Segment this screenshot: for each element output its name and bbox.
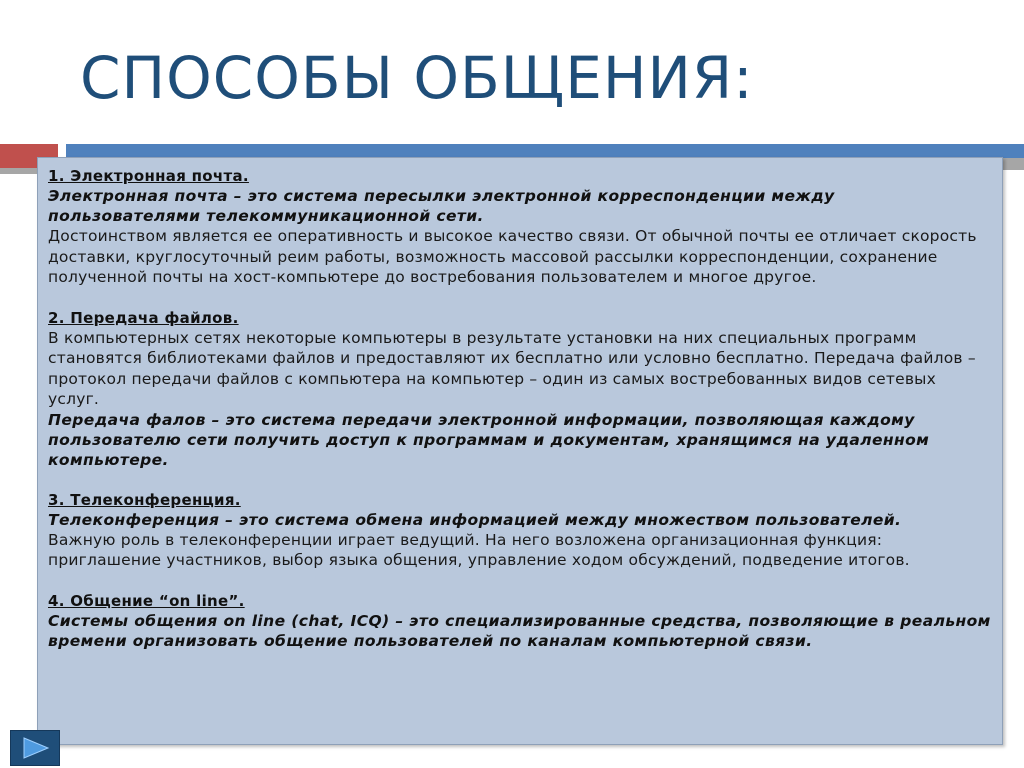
section-online-chat (48, 591, 992, 651)
section-email (48, 166, 992, 288)
section-definition: Передача фалов – это система передачи электронной информации, позволяющая каждому пользователю сети получить доступ к программам и документам, хранящимся на удаленном компьютере. (48, 410, 930, 469)
section-definition: Электронная почта – это система пересылки электронной корреспонденции между пользователями телекоммуникационной сети. (48, 187, 835, 225)
content-box (37, 157, 1003, 745)
section-teleconference (48, 490, 992, 571)
section-body: В компьютерных сетях некоторые компьютеры в результате установки на них специальных программ становятся библиотеками файлов и предоставляют их бесплатно или условно бесплатно. Передача файлов – протокол передачи файлов с компьютера на компьютер – один из самых востребованных видов сетевых услуг. (48, 328, 976, 408)
section-body: Важную роль в телеконференции играет ведущий. На него возложена организационная функция: приглашение участников, выбор языка общения, управление ходом обсуждений, подведение итогов. (48, 530, 910, 569)
section-heading: 4. Общение “on line”. (48, 591, 245, 610)
next-slide-button[interactable] (10, 730, 60, 766)
section-heading: 2. Передача файлов. (48, 308, 239, 327)
slide-title: СПОСОБЫ ОБЩЕНИЯ: (80, 44, 754, 112)
section-heading: 3. Телеконференция. (48, 490, 241, 509)
section-body: Достоинством является ее оперативность и высокое качество связи. От обычной почты ее отличает скорость доставки, круглосуточный реим работы, возможность массовой рассылки корреспонденции, сохранение полученной почты на хост-компьютере до востребования пользователем и многое другое. (48, 227, 977, 286)
section-file-transfer (48, 308, 992, 470)
section-heading: 1. Электронная почта. (48, 167, 249, 185)
section-definition: Телеконференция – это система обмена информацией между множеством пользователей. (48, 510, 902, 529)
decor-band-blue (66, 144, 1024, 158)
section-definition: Системы общения on line (chat, ICQ) – это специализированные средства, позволяющие в реальном времени организовать общение пользователей по каналам компьютерной связи. (48, 611, 991, 650)
play-arrow-icon (20, 736, 50, 760)
